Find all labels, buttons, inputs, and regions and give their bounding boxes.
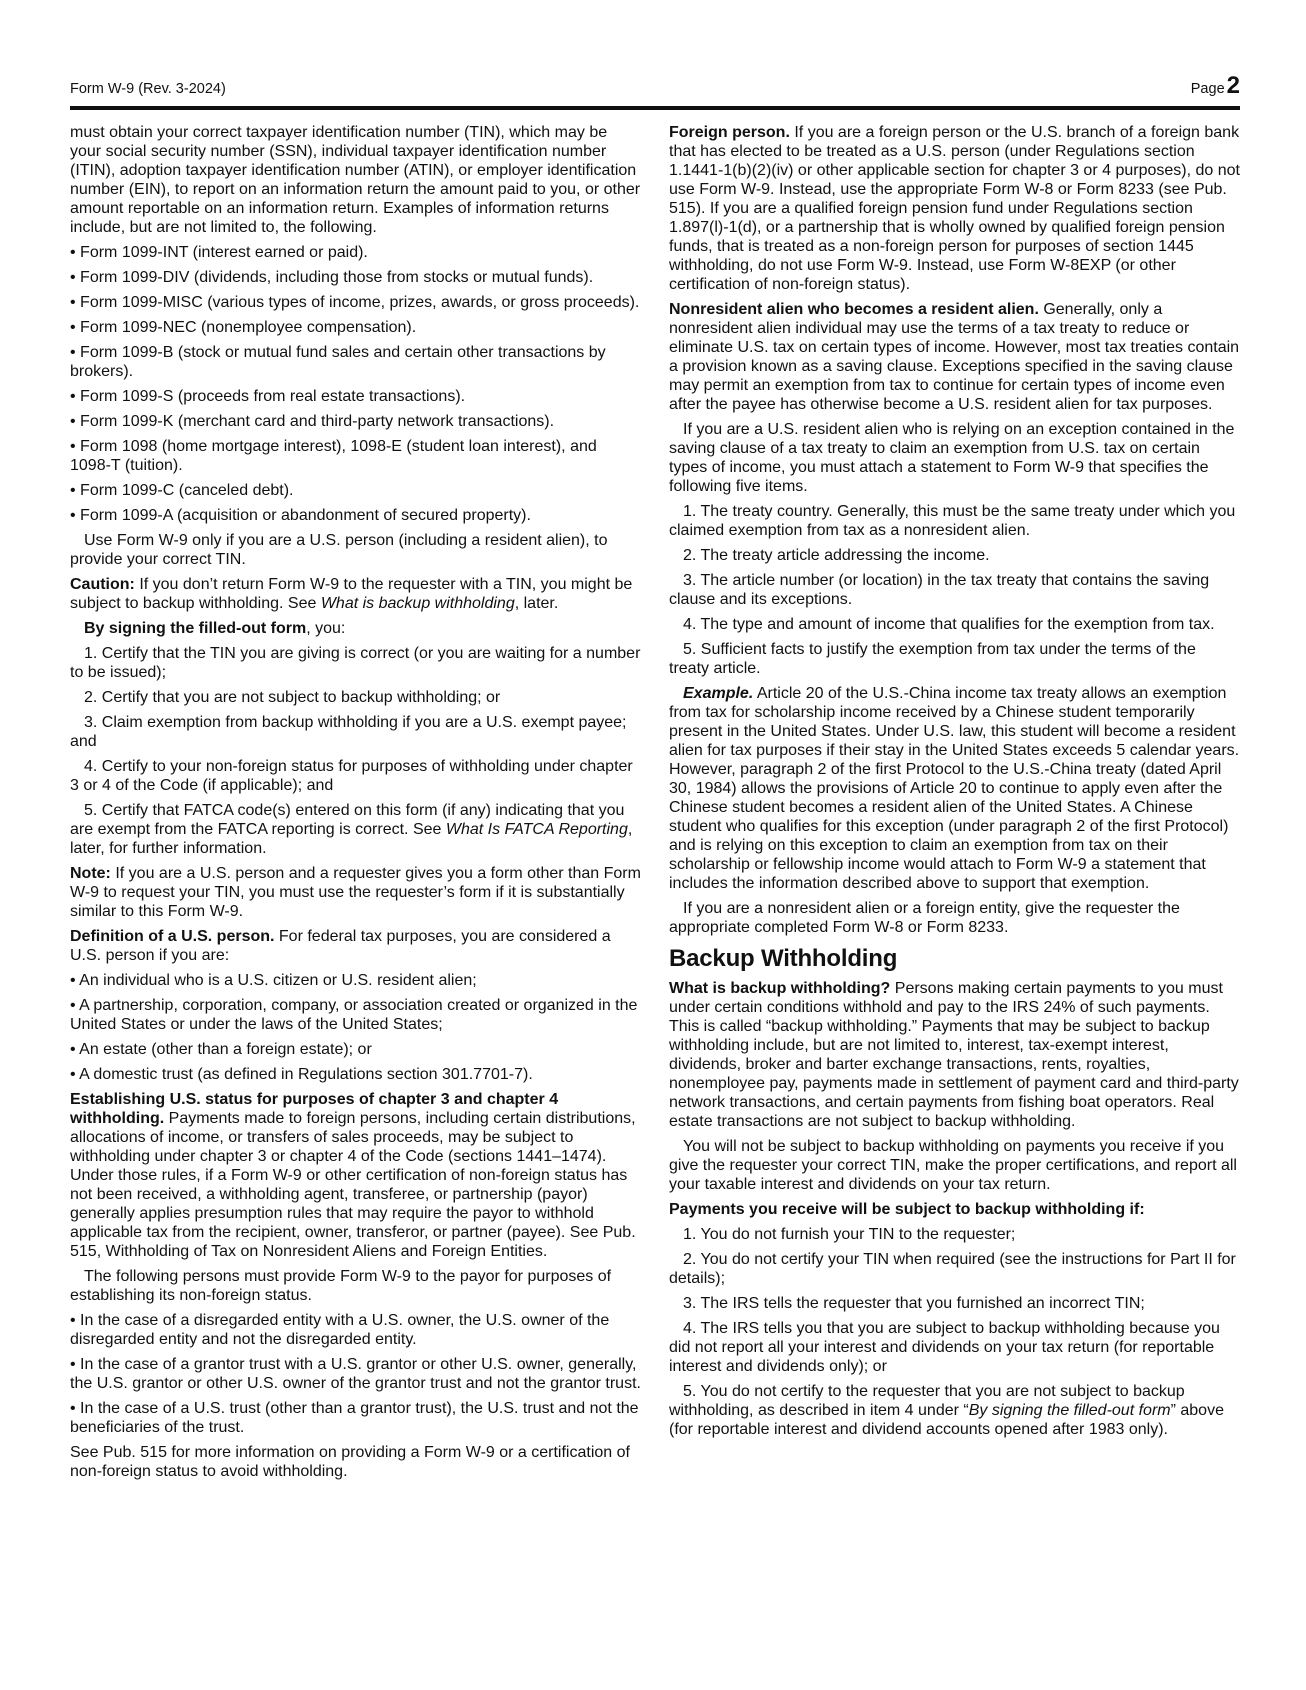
left-column bbox=[70, 123, 641, 1487]
paragraph: The following persons must provide Form W-9 to the payor for purposes of establishing its non-foreign status. bbox=[70, 1268, 612, 1304]
paragraph: must obtain your correct taxpayer identification number (TIN), which may be your social security number (SSN), individual taxpayer identification number (ITIN), adoption taxpayer identification number (ATIN), or employer identification number (EIN), to report on an information return the amount paid to you, or other amount reportable on an information return. Examples of information returns include, but are not limited to, the following. bbox=[70, 124, 641, 236]
bullet-item: • Form 1099-MISC (various types of income, prizes, awards, or gross proceeds). bbox=[70, 294, 640, 311]
bullet-item: • Form 1099-NEC (nonemployee compensation). bbox=[70, 319, 417, 336]
form-version-label: Form W-9 (Rev. 3-2024) bbox=[70, 81, 226, 97]
paragraph: Nonresident alien who becomes a resident alien. Generally, only a nonresident alien individual may use the terms of a tax treaty to reduce or eliminate U.S. tax on certain types of income. However, most tax treaties contain a provision known as a saving clause. Exceptions specified in the saving clause may permit an exemption from tax to continue for certain types of income even after the payee has otherwise become a U.S. resident alien for tax purposes. bbox=[669, 301, 1240, 413]
numbered-item: 3. Claim exemption from backup withholding if you are a U.S. exempt payee; and bbox=[70, 714, 627, 750]
paragraph: See Pub. 515 for more information on providing a Form W-9 or a certification of non-foreign status to avoid withholding. bbox=[70, 1444, 630, 1480]
header-rule bbox=[70, 106, 1240, 110]
bullet-item: • A partnership, corporation, company, or association created or organized in the United States or under the laws of the United States; bbox=[70, 997, 638, 1033]
paragraph: If you are a U.S. resident alien who is relying on an exception contained in the saving clause of a tax treaty to claim an exemption from U.S. tax on certain types of income, you must attach a statement to Form W-9 that specifies the following five items. bbox=[669, 421, 1235, 495]
numbered-item: 2. Certify that you are not subject to backup withholding; or bbox=[84, 689, 501, 706]
numbered-item: 5. You do not certify to the requester that you are not subject to backup withholding, as described in item 4 under “By signing the filled-out form” above (for reportable interest and dividend accounts opened after 1983 only). bbox=[669, 1383, 1224, 1438]
bullet-item: • In the case of a disregarded entity with a U.S. owner, the U.S. owner of the disregarded entity and not the disregarded entity. bbox=[70, 1312, 610, 1348]
page-indicator bbox=[1191, 74, 1240, 98]
section-heading: Backup Withholding bbox=[669, 945, 898, 972]
numbered-item: 2. You do not certify your TIN when required (see the instructions for Part II for details); bbox=[669, 1251, 1236, 1287]
bullet-item: • An estate (other than a foreign estate); or bbox=[70, 1041, 372, 1058]
numbered-item: 3. The IRS tells the requester that you furnished an incorrect TIN; bbox=[683, 1295, 1145, 1312]
two-column-body bbox=[70, 123, 1240, 1487]
bullet-item: • An individual who is a U.S. citizen or U.S. resident alien; bbox=[70, 972, 477, 989]
page-header bbox=[70, 74, 1240, 106]
paragraph: Use Form W-9 only if you are a U.S. person (including a resident alien), to provide your correct TIN. bbox=[70, 532, 608, 568]
bullet-item: • Form 1098 (home mortgage interest), 1098-E (student loan interest), and 1098-T (tuition). bbox=[70, 438, 597, 474]
paragraph: By signing the filled-out form, you: bbox=[84, 620, 346, 637]
numbered-item: 5. Certify that FATCA code(s) entered on this form (if any) indicating that you are exempt from the FATCA reporting is correct. See What Is FATCA Reporting, later, for further information. bbox=[70, 802, 633, 857]
numbered-item: 5. Sufficient facts to justify the exemption from tax under the terms of the treaty article. bbox=[669, 641, 1196, 677]
numbered-item: 4. The IRS tells you that you are subject to backup withholding because you did not report all your interest and dividends on your tax return (for reportable interest and dividends only); or bbox=[669, 1320, 1220, 1375]
bullet-item: • In the case of a U.S. trust (other than a grantor trust), the U.S. trust and not the beneficiaries of the trust. bbox=[70, 1400, 639, 1436]
paragraph: What is backup withholding? Persons making certain payments to you must under certain conditions withhold and pay to the IRS 24% of such payments. This is called “backup withholding.” Payments that may be subject to backup withholding include, but are not limited to, interest, tax-exempt interest, dividends, broker and barter exchange transactions, rents, royalties, nonemployee pay, payments made in settlement of payment card and third-party network transactions, and certain payments from fishing boat operators. Real estate transactions are not subject to backup withholding. bbox=[669, 980, 1239, 1130]
numbered-item: 4. The type and amount of income that qualifies for the exemption from tax. bbox=[683, 616, 1215, 633]
numbered-item: 2. The treaty article addressing the income. bbox=[683, 547, 990, 564]
numbered-item: 1. Certify that the TIN you are giving is correct (or you are waiting for a number to be issued); bbox=[70, 645, 641, 681]
paragraph: If you are a nonresident alien or a foreign entity, give the requester the appropriate completed Form W-8 or Form 8233. bbox=[669, 900, 1180, 936]
paragraph: You will not be subject to backup withholding on payments you receive if you give the requester your correct TIN, make the proper certifications, and report all your taxable interest and dividends on your tax return. bbox=[669, 1138, 1237, 1193]
page-number: 2 bbox=[1226, 72, 1240, 99]
bullet-item: • Form 1099-A (acquisition or abandonment of secured property). bbox=[70, 507, 531, 524]
paragraph: Example. Article 20 of the U.S.-China income tax treaty allows an exemption from tax for scholarship income received by a Chinese student temporarily present in the United States. Under U.S. law, this student will become a resident alien for tax purposes if their stay in the United States exceeds 5 calendar years. However, paragraph 2 of the first Protocol to the U.S.-China treaty (dated April 30, 1984) allows the provisions of Article 20 to continue to apply even after the Chinese student becomes a resident alien of the United States. A Chinese student who qualifies for this exception (under paragraph 2 of the first Protocol) and is relying on this exception to claim an exemption from tax on their scholarship or fellowship income would attach to Form W-9 a statement that includes the information described above to support that exemption. bbox=[669, 685, 1240, 892]
numbered-item: 1. The treaty country. Generally, this must be the same treaty under which you claimed exemption from tax as a nonresident alien. bbox=[669, 503, 1236, 539]
bullet-item: • A domestic trust (as defined in Regulations section 301.7701-7). bbox=[70, 1066, 533, 1083]
paragraph: Payments you receive will be subject to backup withholding if: bbox=[669, 1201, 1145, 1218]
paragraph: Definition of a U.S. person. For federal tax purposes, you are considered a U.S. person if you are: bbox=[70, 928, 611, 964]
page-word: Page bbox=[1190, 81, 1225, 97]
bullet-item: • Form 1099-C (canceled debt). bbox=[70, 482, 294, 499]
paragraph: Foreign person. If you are a foreign person or the U.S. branch of a foreign bank that has elected to be treated as a U.S. person (under Regulations section 1.1441-1(b)(2)(iv) or other applicable section for chapter 3 or 4 purposes), do not use Form W-9. Instead, use the appropriate Form W-8 or Form 8233 (see Pub. 515). If you are a qualified foreign pension fund under Regulations section 1.897(l)-1(d), or a partnership that is wholly owned by qualified foreign pension funds, that is treated as a non-foreign person for purposes of section 1445 withholding, do not use Form W-9. Instead, use Form W-8EXP (or other certification of non-foreign status). bbox=[669, 124, 1240, 293]
bullet-item: • Form 1099-DIV (dividends, including those from stocks or mutual funds). bbox=[70, 269, 594, 286]
bullet-item: • In the case of a grantor trust with a U.S. grantor or other U.S. owner, generally, the U.S. grantor or other U.S. owner of the grantor trust and not the grantor trust. bbox=[70, 1356, 641, 1392]
paragraph: Note: If you are a U.S. person and a requester gives you a form other than Form W-9 to request your TIN, you must use the requester’s form if it is substantially similar to this Form W-9. bbox=[70, 865, 641, 920]
bullet-item: • Form 1099-B (stock or mutual fund sales and certain other transactions by brokers). bbox=[70, 344, 606, 380]
paragraph: Establishing U.S. status for purposes of chapter 3 and chapter 4 withholding. Payments made to foreign persons, including certain distributions, allocations of income, or transfers of sales proceeds, may be subject to withholding under chapter 3 or chapter 4 of the Code (sections 1441–1474). Under those rules, if a Form W-9 or other certification of non-foreign status has not been received, a withholding agent, transferee, or partnership (payor) generally applies presumption rules that may require the payor to withhold applicable tax from the recipient, owner, transferor, or partner (payee). See Pub. 515, Withholding of Tax on Nonresident Aliens and Foreign Entities. bbox=[70, 1091, 636, 1260]
bullet-item: • Form 1099-S (proceeds from real estate transactions). bbox=[70, 388, 466, 405]
paragraph: Caution: If you don’t return Form W-9 to the requester with a TIN, you might be subject to backup withholding. See What is backup withholding, later. bbox=[70, 576, 633, 612]
numbered-item: 1. You do not furnish your TIN to the requester; bbox=[683, 1226, 1016, 1243]
numbered-item: 3. The article number (or location) in the tax treaty that contains the saving clause and its exceptions. bbox=[669, 572, 1210, 608]
bullet-item: • Form 1099-K (merchant card and third-party network transactions). bbox=[70, 413, 555, 430]
right-column bbox=[669, 123, 1240, 1487]
bullet-item: • Form 1099-INT (interest earned or paid). bbox=[70, 244, 368, 261]
numbered-item: 4. Certify to your non-foreign status for purposes of withholding under chapter 3 or 4 of the Code (if applicable); and bbox=[70, 758, 633, 794]
